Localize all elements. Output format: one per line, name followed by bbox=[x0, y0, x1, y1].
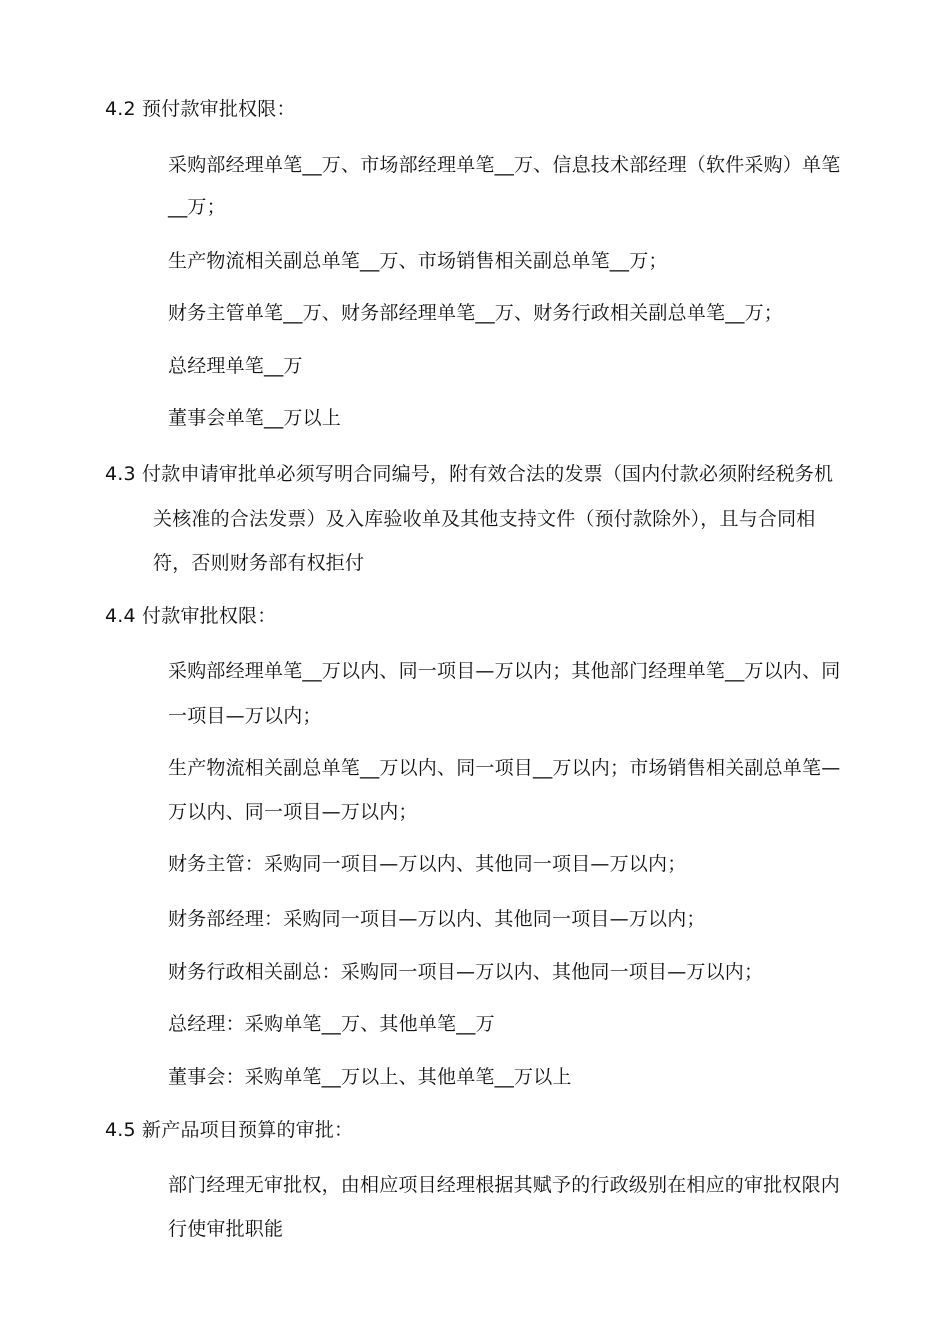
section-4-5-line-2: 行使审批职能 bbox=[168, 1218, 284, 1240]
section-4-2-heading: 4.2 预付款审批权限： bbox=[105, 98, 296, 120]
section-4-4-line-2: 一项目—万以内； bbox=[168, 705, 322, 727]
section-4-4-line-5: 财务主管：采购同一项目—万以内、其他同一项目—万以内； bbox=[168, 853, 687, 875]
section-4-4-line-3: 生产物流相关副总单笔__万以内、同一项目__万以内；市场销售相关副总单笔— bbox=[168, 757, 841, 779]
section-4-4-line-6: 财务部经理：采购同一项目—万以内、其他同一项目—万以内； bbox=[168, 908, 706, 930]
section-4-2-line-5: 总经理单笔__万 bbox=[168, 355, 303, 377]
section-4-4-line-4: 万以内、同一项目—万以内； bbox=[168, 801, 418, 823]
section-4-5-line-1: 部门经理无审批权，由相应项目经理根据其赋予的行政级别在相应的审批权限内 bbox=[168, 1174, 841, 1196]
section-4-4-line-9: 董事会：采购单笔__万以上、其他单笔__万以上 bbox=[168, 1066, 572, 1088]
section-4-3-line-2: 关核准的合法发票）及入库验收单及其他支持文件（预付款除外），且与合同相 bbox=[153, 508, 816, 530]
section-4-2-line-2: __万； bbox=[168, 196, 226, 218]
section-4-2-line-1: 采购部经理单笔__万、市场部经理单笔__万、信息技术部经理（软件采购）单笔 bbox=[168, 154, 841, 176]
section-4-3-line-1: 4.3 付款申请审批单必须写明合同编号，附有效合法的发票（国内付款必须附经税务机 bbox=[105, 463, 834, 485]
section-4-4-line-7: 财务行政相关副总：采购同一项目—万以内、其他同一项目—万以内； bbox=[168, 961, 764, 983]
section-4-4-line-8: 总经理：采购单笔__万、其他单笔__万 bbox=[168, 1013, 495, 1035]
section-4-4-heading: 4.4 付款审批权限： bbox=[105, 605, 277, 627]
section-4-5-heading: 4.5 新产品项目预算的审批： bbox=[105, 1119, 354, 1141]
section-4-2-line-4: 财务主管单笔__万、财务部经理单笔__万、财务行政相关副总单笔__万； bbox=[168, 302, 784, 324]
section-4-3-line-3: 符，否则财务部有权拒付 bbox=[153, 552, 365, 574]
section-4-4-line-1: 采购部经理单笔__万以内、同一项目—万以内；其他部门经理单笔__万以内、同 bbox=[168, 660, 841, 682]
section-4-2-line-6: 董事会单笔__万以上 bbox=[168, 407, 342, 429]
section-4-2-line-3: 生产物流相关副总单笔__万、市场销售相关副总单笔__万； bbox=[168, 250, 668, 272]
